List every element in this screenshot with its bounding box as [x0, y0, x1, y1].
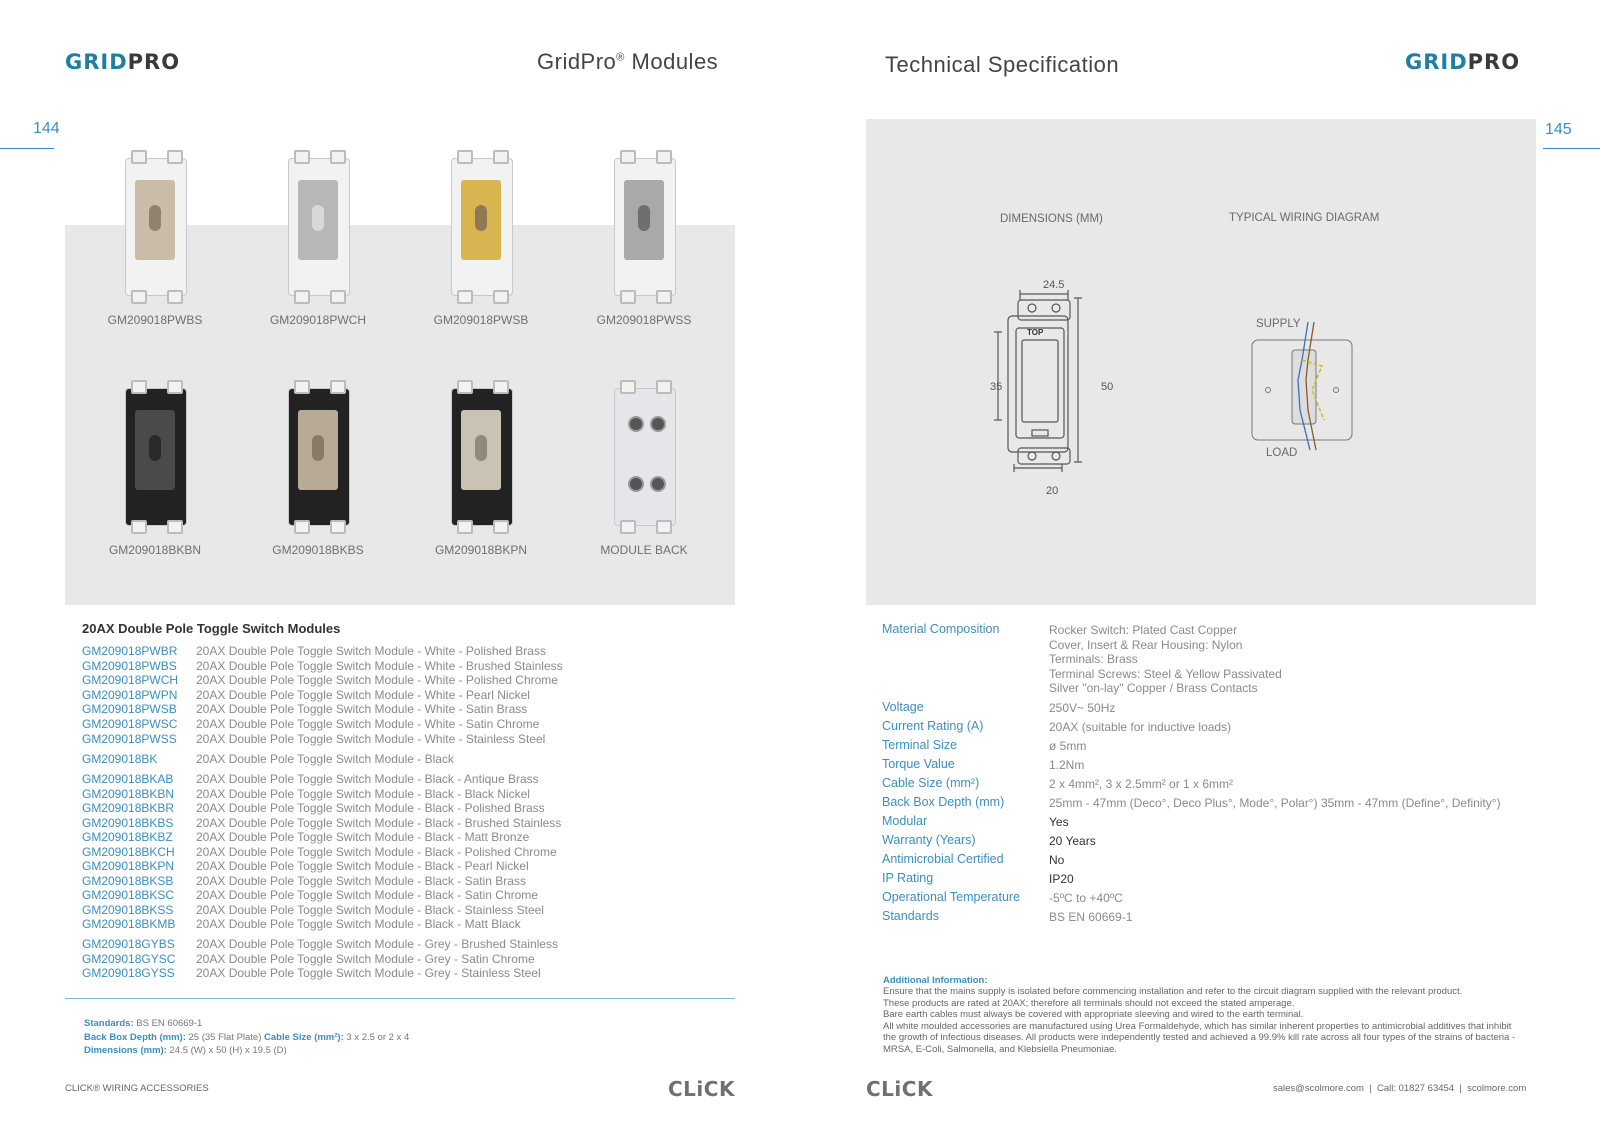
product-description: 20AX Double Pole Toggle Switch Module - Black - Black Nickel — [196, 787, 530, 801]
product-code: GM209018BKBZ — [82, 830, 173, 844]
module-tab — [131, 520, 147, 534]
spec-label: Warranty (Years) — [882, 833, 976, 847]
product-description: 20AX Double Pole Toggle Switch Module - Black - Antique Brass — [196, 772, 539, 786]
toggle-lever — [149, 435, 161, 461]
spec-label: Current Rating (A) — [882, 719, 984, 733]
contact-footer: sales@scolmore.com | Call: 01827 63454 | scolmore.com — [1273, 1083, 1527, 1094]
module-tab — [167, 290, 183, 304]
product-description: 20AX Double Pole Toggle Switch Module - Black — [196, 752, 454, 766]
info-line: All white moulded accessories are manufactured using Urea Formaldehyde, which has similar inherent properties to antimicrobial additives that inhibit the growth of infectious diseases. All products were independently tested and achieved a 99.9% kill rate across all four types of the strains of bacteria - MRSA, E-Coli, Salmonella, and Klebsiella Pneumoniae. — [883, 1020, 1516, 1055]
module-tab — [656, 380, 672, 394]
toggle-lever — [312, 205, 324, 231]
product-description: 20AX Double Pole Toggle Switch Module - Black - Matt Black — [196, 917, 521, 931]
module-tab — [457, 380, 473, 394]
product-description: 20AX Double Pole Toggle Switch Module - Black - Satin Chrome — [196, 888, 538, 902]
product-description: 20AX Double Pole Toggle Switch Module - White - Polished Brass — [196, 644, 546, 658]
product-description: 20AX Double Pole Toggle Switch Module - White - Stainless Steel — [196, 732, 546, 746]
footer-brand-text: CLICK® WIRING ACCESSORIES — [65, 1083, 209, 1094]
module-label: MODULE BACK — [600, 543, 688, 557]
dim-left-label: 35 — [990, 381, 1003, 393]
spec-page-title: Technical Specification — [885, 52, 1120, 77]
toggle-lever — [475, 435, 487, 461]
gridpro-logo: GRIDPRO — [65, 50, 181, 74]
dimensions-title: DIMENSIONS (MM) — [1000, 213, 1103, 225]
toggle-lever — [149, 205, 161, 231]
product-description: 20AX Double Pole Toggle Switch Module - Black - Satin Brass — [196, 874, 526, 888]
dim-width-label: 24.5 — [1043, 279, 1065, 291]
product-code: GM209018PWSS — [82, 732, 177, 746]
footnote-dimensions: Dimensions (mm): 24.5 (W) x 50 (H) x 19.5 (D) — [84, 1045, 287, 1056]
spec-value: Yes — [1049, 815, 1069, 829]
module-image — [451, 150, 511, 300]
footnotes — [84, 1016, 409, 1057]
product-code: GM209018BKCH — [82, 845, 175, 859]
spec-value: BS EN 60669-1 — [1049, 910, 1133, 924]
info-line: These products are rated at 20AX; therefore all terminals should not exceed the stated amperage. — [883, 997, 1295, 1009]
spec-label: Operational Temperature — [882, 890, 1021, 904]
module-tab — [493, 150, 509, 164]
spec-label: Back Box Depth (mm) — [882, 795, 1005, 809]
spec-value: IP20 — [1049, 872, 1074, 886]
product-description: 20AX Double Pole Toggle Switch Module - Black - Brushed Stainless — [196, 816, 562, 830]
page-number: 145 — [1545, 121, 1572, 138]
module-tab — [656, 290, 672, 304]
spec-value: 250V~ 50Hz — [1049, 701, 1116, 715]
module-tab — [330, 520, 346, 534]
product-description: 20AX Double Pole Toggle Switch Module - White - Brushed Stainless — [196, 659, 563, 673]
product-description: 20AX Double Pole Toggle Switch Module - Black - Polished Brass — [196, 801, 545, 815]
module-image — [125, 150, 185, 300]
spec-value: Rocker Switch: Plated Cast Copper Cover, Insert & Rear Housing: Nylon Terminals: Brass Terminal Screws: Steel & Yellow Passivated Silver "on-lay" Copper / Brass Contacts — [1049, 623, 1282, 695]
module-tab — [620, 290, 636, 304]
module-image — [451, 380, 511, 530]
module-tab — [167, 520, 183, 534]
product-code: GM209018GYBS — [82, 937, 175, 951]
module-label: GM209018BKPN — [434, 543, 528, 557]
product-description: 20AX Double Pole Toggle Switch Module - Black - Pearl Nickel — [196, 859, 529, 873]
product-code: GM209018BKSC — [82, 888, 175, 902]
product-code: GM209018GYSS — [82, 966, 175, 980]
dim-right-label: 50 — [1101, 381, 1114, 393]
spec-label: Cable Size (mm²) — [882, 776, 980, 790]
toggle-lever — [638, 205, 650, 231]
module-label: GM209018PWSS — [596, 313, 692, 327]
product-code: GM209018BKBR — [82, 801, 175, 815]
spec-value: 20 Years — [1049, 834, 1096, 848]
module-tab — [620, 380, 636, 394]
module-label: GM209018PWCH — [269, 313, 367, 327]
module-tab — [493, 380, 509, 394]
product-code: GM209018BKBN — [82, 787, 175, 801]
wiring-title: TYPICAL WIRING DIAGRAM — [1229, 212, 1380, 224]
product-code: GM209018PWBS — [82, 659, 177, 673]
module-label: GM209018PWSB — [433, 313, 529, 327]
toggle-lever — [475, 205, 487, 231]
module-image — [125, 380, 185, 530]
product-description: 20AX Double Pole Toggle Switch Module - White - Pearl Nickel — [196, 688, 530, 702]
additional-info-body — [883, 986, 1523, 1055]
module-tab — [330, 380, 346, 394]
gridpro-logo: GRIDPRO — [1405, 50, 1521, 74]
module-tab — [493, 290, 509, 304]
module-image — [614, 150, 674, 300]
module-tab — [656, 150, 672, 164]
footnote-backbox: Back Box Depth (mm): 25 (35 Flat Plate) Cable Size (mm²): 3 x 2.5 or 2 x 4 — [84, 1031, 410, 1043]
info-line: Bare earth cables must always be covered with appropriate sleeving and wired to the earth terminal. — [883, 1009, 1304, 1020]
product-code: GM209018PWSB — [82, 702, 177, 716]
footnote-standards: Standards: BS EN 60669-1 — [84, 1018, 203, 1029]
module-label: GM209018BKBN — [108, 543, 202, 557]
module-image — [288, 150, 348, 300]
module-tab — [457, 150, 473, 164]
toggle-lever — [312, 435, 324, 461]
product-code: GM209018PWSC — [82, 717, 178, 731]
product-code: GM209018PWBR — [82, 644, 178, 658]
module-tab — [330, 150, 346, 164]
terminal-screw — [628, 476, 644, 492]
dim-bottom-label: 20 — [1046, 485, 1059, 497]
page-number-rule — [1543, 148, 1600, 149]
product-code: GM209018BKPN — [82, 859, 175, 873]
product-description: 20AX Double Pole Toggle Switch Module - Grey - Brushed Stainless — [196, 937, 558, 951]
module-tab — [457, 520, 473, 534]
supply-label: SUPPLY — [1256, 318, 1301, 330]
product-description: 20AX Double Pole Toggle Switch Module - Black - Polished Chrome — [196, 845, 557, 859]
module-tab — [620, 520, 636, 534]
spec-label: Material Composition — [882, 622, 1000, 636]
page-number: 144 — [33, 120, 60, 137]
terminal-screw — [650, 416, 666, 432]
module-tab — [294, 520, 310, 534]
product-description: 20AX Double Pole Toggle Switch Module - Black - Stainless Steel — [196, 903, 544, 917]
spec-value: -5ºC to +40ºC — [1049, 891, 1123, 905]
product-code: GM209018PWCH — [82, 673, 179, 687]
module-image — [288, 380, 348, 530]
spec-label: IP Rating — [882, 871, 934, 885]
click-logo: CLiCK — [866, 1077, 933, 1101]
spec-label: Voltage — [882, 700, 924, 714]
product-description: 20AX Double Pole Toggle Switch Module - Grey - Satin Chrome — [196, 952, 535, 966]
product-code: GM209018BKAB — [82, 772, 174, 786]
module-tab — [330, 290, 346, 304]
top-marker: TOP — [1027, 328, 1044, 337]
spec-value: 25mm - 47mm (Deco°, Deco Plus°, Mode°, Polar°) 35mm - 47mm (Define°, Definity°) — [1049, 796, 1501, 810]
product-code: GM209018BK — [82, 752, 158, 766]
module-image — [614, 380, 674, 530]
product-code: GM209018BKBS — [82, 816, 174, 830]
product-description: 20AX Double Pole Toggle Switch Module - Black - Matt Bronze — [196, 830, 530, 844]
info-line: Ensure that the mains supply is isolated before commencing installation and refer to the circuit diagram supplied with the relevant product. — [883, 986, 1463, 997]
product-code: GM209018BKMB — [82, 917, 176, 931]
additional-info-title: Additional Information: — [883, 975, 988, 986]
spec-value: 2 x 4mm², 3 x 2.5mm² or 1 x 6mm² — [1049, 777, 1234, 791]
footnote-rule — [65, 998, 735, 999]
module-tab — [620, 150, 636, 164]
spec-value: 1.2Nm — [1049, 758, 1085, 772]
module-frame — [614, 388, 676, 526]
diagram-panel — [866, 119, 1536, 605]
module-tab — [493, 520, 509, 534]
module-tab — [294, 290, 310, 304]
module-tab — [167, 380, 183, 394]
spec-value: ø 5mm — [1049, 739, 1087, 753]
page-title: GridPro® Modules — [537, 49, 719, 74]
module-tab — [131, 290, 147, 304]
product-code: GM209018BKSS — [82, 903, 174, 917]
module-label: GM209018PWBS — [107, 313, 203, 327]
product-description: 20AX Double Pole Toggle Switch Module - White - Satin Brass — [196, 702, 528, 716]
spec-label: Terminal Size — [882, 738, 958, 752]
product-description: 20AX Double Pole Toggle Switch Module - Grey - Stainless Steel — [196, 966, 541, 980]
product-code: GM209018PWPN — [82, 688, 178, 702]
page-number-rule — [0, 148, 54, 149]
module-tab — [457, 290, 473, 304]
spec-value: No — [1049, 853, 1065, 867]
load-label: LOAD — [1266, 447, 1298, 459]
module-tab — [167, 150, 183, 164]
terminal-screw — [628, 416, 644, 432]
module-tab — [656, 520, 672, 534]
wiring-drawing — [1250, 320, 1360, 460]
section-heading: 20AX Double Pole Toggle Switch Modules — [82, 621, 341, 636]
module-tab — [131, 150, 147, 164]
spec-label: Standards — [882, 909, 939, 923]
spec-label: Modular — [882, 814, 928, 828]
module-tab — [294, 380, 310, 394]
additional-info — [883, 975, 1523, 1055]
module-tab — [131, 380, 147, 394]
module-tab — [294, 150, 310, 164]
module-label: GM209018BKBS — [272, 543, 364, 557]
product-description: 20AX Double Pole Toggle Switch Module - White - Polished Chrome — [196, 673, 558, 687]
product-code: GM209018BKSB — [82, 874, 174, 888]
product-description: 20AX Double Pole Toggle Switch Module - White - Satin Chrome — [196, 717, 540, 731]
terminal-screw — [650, 476, 666, 492]
click-logo: CLiCK — [668, 1077, 735, 1101]
spec-label: Torque Value — [882, 757, 955, 771]
product-code: GM209018GYSC — [82, 952, 176, 966]
spec-value: 20AX (suitable for inductive loads) — [1049, 720, 1232, 734]
spec-label: Antimicrobial Certified — [882, 852, 1004, 866]
